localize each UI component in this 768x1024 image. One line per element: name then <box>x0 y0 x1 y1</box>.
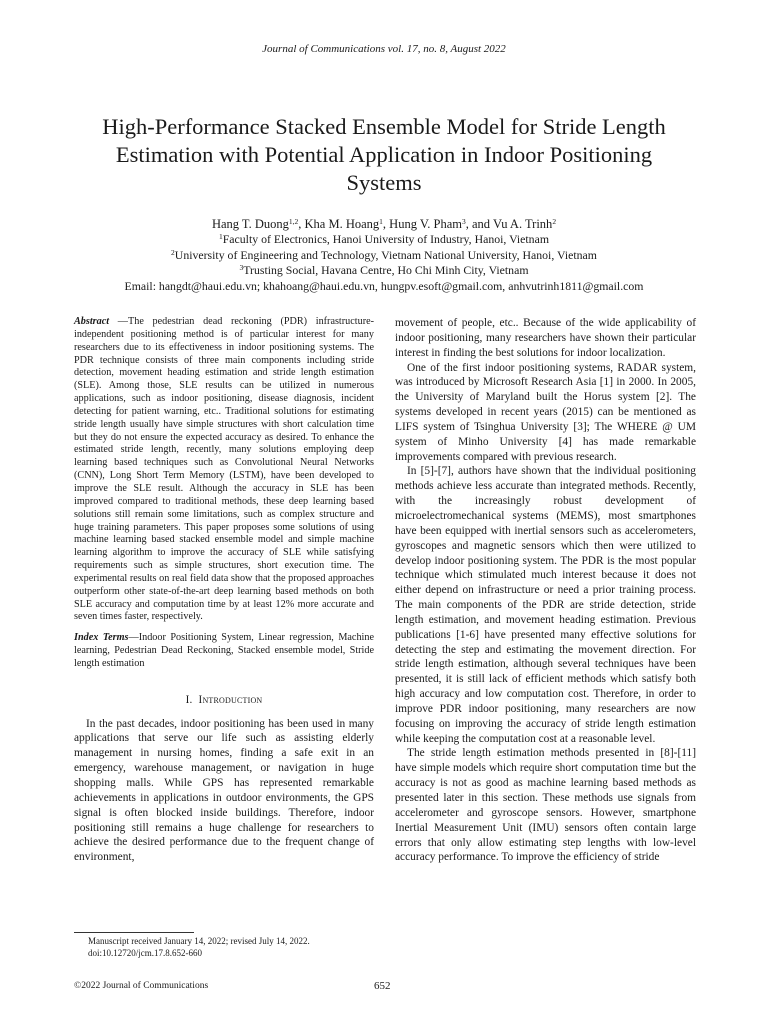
index-terms <box>74 632 374 671</box>
left-column <box>74 316 374 865</box>
body-paragraph: The stride length estimation methods presented in [8]-[11] have simple models which require short computation time but the accuracy is not as good as machine learning based methods as presented later in this section. These methods use signals from accelerometer and gyroscope sensors. However, smartphone Inertial Measurement Unit (IMU) sensors often contain large errors that only allow estimating step lengths with low-level accuracy performance. To improve the efficiency of stride <box>395 747 696 864</box>
author-affil-mark: 2 <box>552 217 557 226</box>
intro-paragraph: In the past decades, indoor positioning has been used in many applications that serve our life such as assisting elderly management in nursing homes, finding a safe exit in an emergency, warehouse management, or navigation in huge shopping malls. While GPS has represented remarkable achievements in applications in outdoor environments, the GPS signal is often blocked inside buildings. Therefore, indoor positioning still remains a huge challenge for researchers to achieve the desired performance due to the frequent change of environment, <box>74 717 374 864</box>
section-heading <box>74 694 374 707</box>
affiliation-3 <box>40 263 728 279</box>
section-number: I. <box>185 693 193 706</box>
author-name: Hung V. Pham <box>389 217 462 231</box>
author-block <box>40 216 728 294</box>
author-name: Hang T. Duong <box>211 217 289 231</box>
author-name: Vu A. Trinh <box>492 217 553 231</box>
abstract-label: Abstract <box>74 316 110 327</box>
abstract-dash: — <box>109 316 128 327</box>
footnote-manuscript: Manuscript received January 14, 2022; revised July 14, 2022. <box>88 936 310 946</box>
abstract <box>74 316 374 624</box>
section-title: Introduction <box>198 693 263 706</box>
author-affil-mark: 1 <box>379 217 383 226</box>
affiliation-mark: 1 <box>218 232 223 241</box>
affiliation-text: Trusting Social, Havana Centre, Ho Chi Minh City, Vietnam <box>243 263 529 277</box>
author-affil-mark: 3 <box>462 217 466 226</box>
author-separator: , <box>298 217 305 231</box>
affiliation-mark: 3 <box>239 263 244 272</box>
affiliation-text: Faculty of Electronics, Hanoi University of Industry, Hanoi, Vietnam <box>222 232 549 246</box>
footnote-doi: doi:10.12720/jcm.17.8.652-660 <box>88 947 202 958</box>
affiliation-1 <box>40 232 728 248</box>
affiliation-2 <box>40 248 728 264</box>
author-list <box>40 216 728 232</box>
footnote <box>88 936 378 959</box>
paper-title: High-Performance Stacked Ensemble Model for Stride Length Estimation with Potential Application in Indoor Positioning Systems <box>102 114 666 195</box>
footer-copyright: ©2022 Journal of Communications <box>74 981 209 991</box>
affiliation-mark: 2 <box>171 247 175 257</box>
running-head: Journal of Communications vol. 17, no. 8, August 2022 <box>262 43 506 55</box>
body-paragraph: One of the first indoor positioning systems, RADAR system, was introduced by Microsoft Research Asia [1] in 2000. In 2005, the University of Maryland built the Horus system [2]. The systems developed in recent years (2015) can be mentioned as LIFS system of Tsinghua University [3]; The WHERE @ UM system of Minho University [4] has made remarkable improvements compared with previous research. <box>395 361 696 463</box>
abstract-text: The pedestrian dead reckoning (PDR) infrastructure-independent positioning method is of particular interest for many researchers due to its effectiveness in indoor positioning systems. The PDR technique consists of three main components including stride detection, movement heading estimation and stride length estimation (SLE). Among those, SLE results can be utilized in numerous applications, such as indoor positioning, disease diagnosis, incident detecting for patient warning, etc.. Traditional solutions for estimating stride length usually have simple structures with short calculation time but they do not ensure the expected accuracy as desired. To enhance the estimated stride length, recently, many solutions employing deep learning based techniques such as Convolutional Neural Networks (CNN), Long Short Term Memory (LSTM), have been developed to improve the SLE result. Although the accuracy in SLE has been improved compared to traditional methods, these deep learning based solutions still remain some limitations, such as complex structure and huge training parameters. This paper proposes some solutions of using machine learning based stacked ensemble model and simple machine learning algorithm to improve the accuracy of SLE while satisfying requirements such as simple structures, short execution time. The experimental results on real field data show that the proposed approaches outperform other state-of-the-art deep learning based methods on both SLE accuracy and computation time by at least 12% more accurate and seven times faster, respectively. <box>74 316 374 623</box>
author-separator: , <box>382 217 390 231</box>
author-separator: , and <box>465 217 493 231</box>
author-affil-mark: 1,2 <box>288 217 299 226</box>
index-terms-label: Index Terms <box>74 632 129 644</box>
page-number: 652 <box>374 980 391 992</box>
index-terms-text: Indoor Positioning System, Linear regression, Machine learning, Pedestrian Dead Reckoning, Stacked ensemble model, Stride length estimation <box>74 632 374 669</box>
author-name: Kha M. Hoang <box>304 217 380 231</box>
footnote-rule <box>74 932 194 933</box>
email-line: Email: hangdt@haui.edu.vn; khahoang@haui.edu.vn, hungpv.esoft@gmail.com, anhvutrinh1811@gmail.com <box>124 278 644 293</box>
index-terms-dash: — <box>128 632 139 644</box>
body-paragraph: movement of people, etc.. Because of the wide applicability of indoor positioning, many researchers have shown their particular interest in finding the best solutions for indoor localization. <box>395 317 696 359</box>
affiliation-text: University of Engineering and Technology, Vietnam National University, Hanoi, Vietnam <box>174 247 597 262</box>
body-paragraph: In [5]-[7], authors have shown that the individual positioning methods achieve less accurate than integrated methods. Recently, with the increasingly robust development of microelectromechanical systems (MEMS), most smartphones have been equipped with inertial sensors such as accelerometers, gyroscopes and magnetic sensors which then were utilized to develop indoor positioning system. The PDR is the most popular technique which stimulated much interest because it does not either depend on infrastructure or need a prior training process. The main components of the PDR are stride detection, stride length estimation, and movement heading estimation. Previous publications [1-6] have presented many effective solutions for detecting the step and estimating the movement direction. For stride length estimation, although several techniques have been presented, it is still lack of efficient methods which satisfy both high accuracy and low computation cost. Therefore, in order to improve PDR indoor positioning, many researchers are now focusing on improving the accuracy of stride length estimation while keeping the computation cost at a reasonable level. <box>395 465 696 745</box>
right-column <box>395 316 696 865</box>
